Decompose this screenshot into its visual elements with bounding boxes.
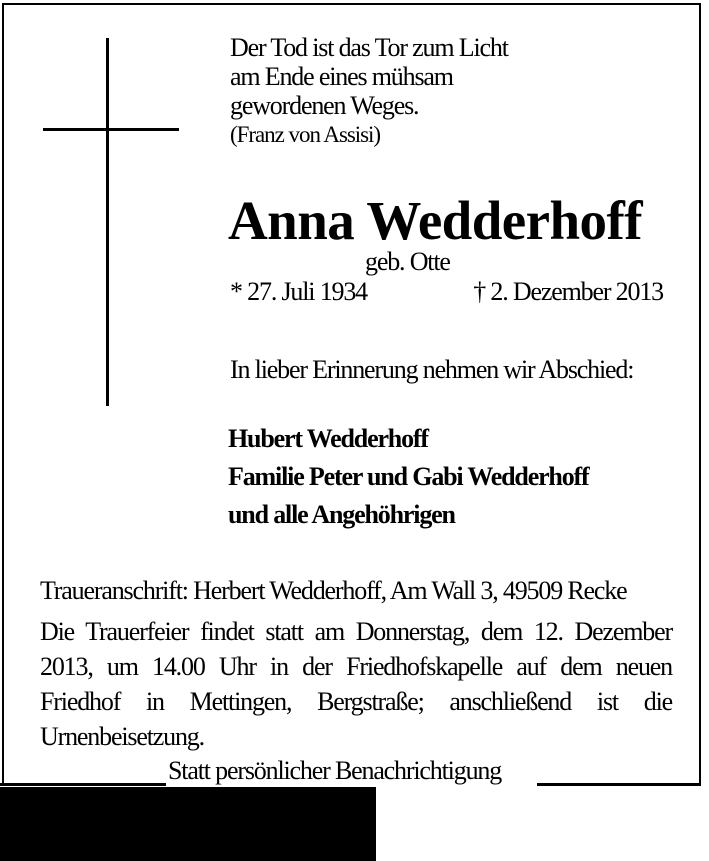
cross-icon-horizontal-beam — [43, 128, 179, 131]
quote-attribution: (Franz von Assisi) — [230, 122, 381, 147]
mourners-block — [228, 420, 589, 534]
quote-block — [230, 33, 508, 120]
quote-line: am Ende eines mühsam — [230, 62, 453, 91]
life-dates-row — [230, 277, 663, 307]
maiden-name: geb. Otte — [365, 247, 450, 276]
quote-line: Der Tod ist das Tor zum Licht — [230, 33, 508, 62]
bottom-border-left-segment — [0, 783, 166, 786]
mourner-line: Hubert Wedderhoff — [228, 424, 428, 453]
mourner-line: Familie Peter und Gabi Wedderhoff — [228, 462, 589, 491]
quote-line: gewordenen Weges. — [230, 91, 419, 120]
mourner-line: und alle Angehöhrigen — [228, 500, 455, 529]
footer-line: Statt persönlicher Benachrichtigung — [168, 756, 502, 785]
birth-date: * 27. Juli 1934 — [230, 277, 368, 306]
condolence-address-line: Traueranschrift: Herbert Wedderhoff, Am Wall 3, 49509 Recke — [40, 576, 627, 605]
bottom-border-right-segment — [537, 783, 701, 786]
ceremony-paragraph: Die Trauerfeier findet statt am Donnerstag, dem 12. Dezember 2013, um 14.00 Uhr in der Friedhofskapelle auf dem neuen Friedhof in Mettingen, Bergstraße; anschließend ist die Urnenbeisetzung. — [40, 617, 672, 751]
redaction-block — [0, 787, 376, 861]
death-date: † 2. Dezember 2013 — [473, 277, 663, 306]
cross-icon-vertical-beam — [106, 38, 109, 406]
deceased-name: Anna Wedderhoff — [228, 190, 642, 251]
farewell-line: In lieber Erinnerung nehmen wir Abschied: — [230, 355, 634, 384]
